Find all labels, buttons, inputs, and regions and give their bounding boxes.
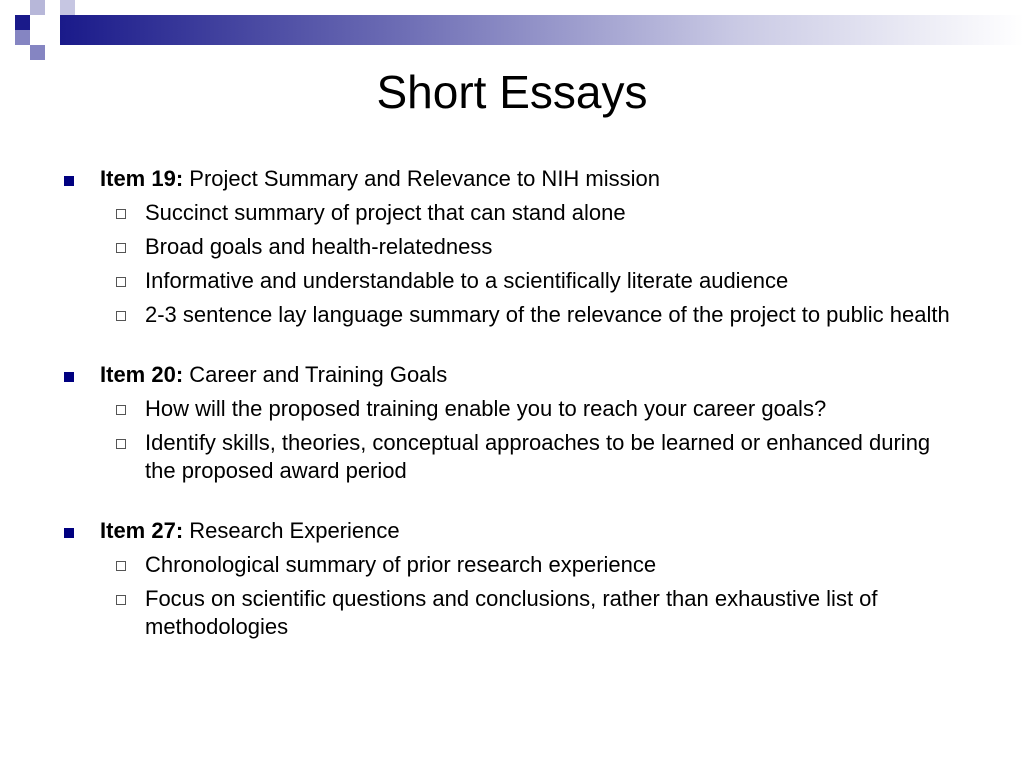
hollow-square-bullet-icon [116, 405, 126, 415]
hollow-square-bullet-icon [116, 243, 126, 253]
sub-item: Chronological summary of prior research experience [62, 551, 962, 579]
hollow-square-bullet-icon [116, 561, 126, 571]
item-label: Item 27: [100, 518, 184, 543]
sub-item: How will the proposed training enable you to reach your career goals? [62, 395, 962, 423]
item-text: Project Summary and Relevance to NIH mission [183, 166, 661, 191]
bullet-list [62, 165, 962, 673]
square-bullet-icon [64, 528, 74, 538]
sub-item: Identify skills, theories, conceptual approaches to be learned or enhanced during the proposed award period [62, 429, 962, 485]
decor-square [45, 15, 60, 30]
item-text: Research Experience [183, 518, 400, 543]
decor-square [30, 45, 45, 60]
sub-item: Focus on scientific questions and conclusions, rather than exhaustive list of methodologies [62, 585, 962, 641]
hollow-square-bullet-icon [116, 439, 126, 449]
decor-square [15, 15, 30, 30]
slide-title: Short Essays [376, 66, 648, 118]
sub-item: 2-3 sentence lay language summary of the relevance of the project to public health [62, 301, 962, 329]
decor-square [30, 0, 45, 15]
sub-item: Broad goals and health-relatedness [62, 233, 962, 261]
square-bullet-icon [64, 372, 74, 382]
item-label: Item 20: [100, 362, 184, 387]
item-text: Career and Training Goals [183, 362, 448, 387]
list-item [62, 165, 962, 329]
sub-list [62, 551, 962, 641]
decor-square [15, 30, 30, 45]
header-gradient-bar [60, 15, 1024, 45]
item-label: Item 19: [100, 166, 184, 191]
sub-list [62, 395, 962, 485]
decor-square [60, 0, 75, 15]
hollow-square-bullet-icon [116, 277, 126, 287]
hollow-square-bullet-icon [116, 209, 126, 219]
list-item [62, 361, 962, 485]
square-bullet-icon [64, 176, 74, 186]
hollow-square-bullet-icon [116, 311, 126, 321]
sub-item: Informative and understandable to a scientifically literate audience [62, 267, 962, 295]
sub-list [62, 199, 962, 329]
decor-square [30, 30, 45, 45]
hollow-square-bullet-icon [116, 595, 126, 605]
list-item [62, 517, 962, 641]
sub-item: Succinct summary of project that can stand alone [62, 199, 962, 227]
